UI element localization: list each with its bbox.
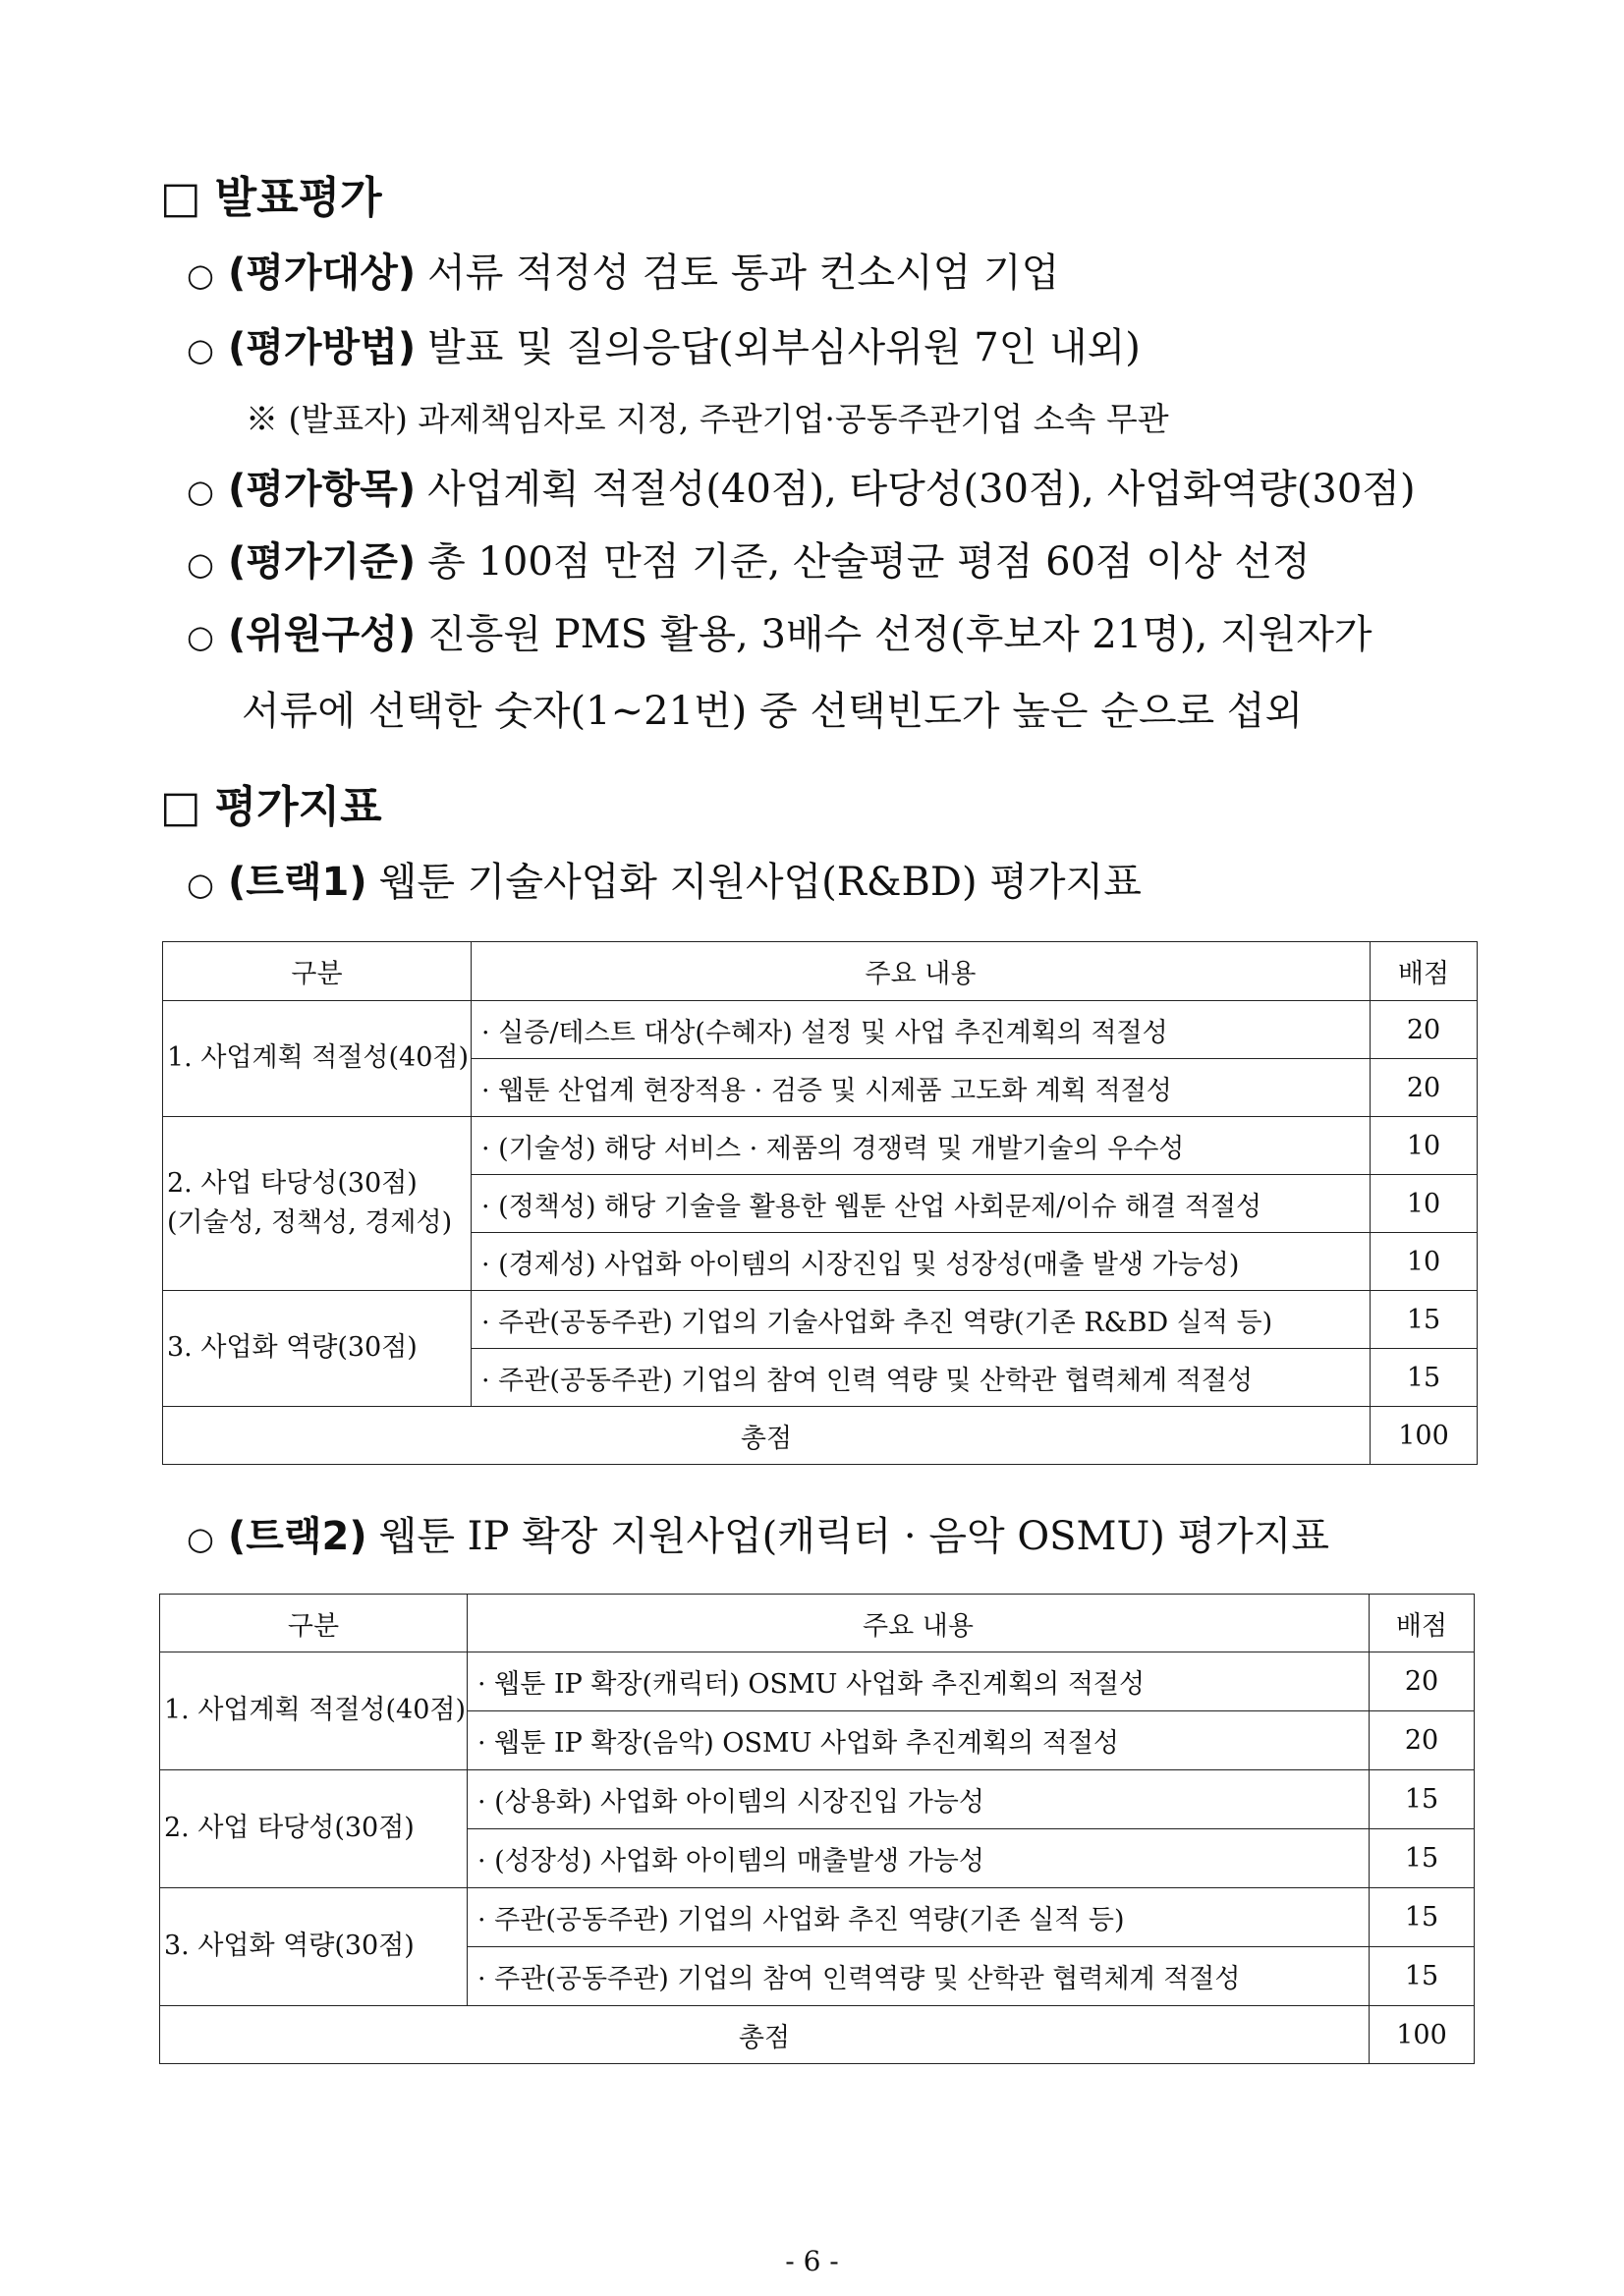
header-content: 주요 내용 <box>472 942 1371 1001</box>
row-content: · 실증/테스트 대상(수혜자) 설정 및 사업 추진계획의 적절성 <box>472 1001 1371 1059</box>
track2-eval-table <box>159 1594 1475 2064</box>
bullet-eval-method: ○ (평가방법) 발표 및 질의응답(외부심사위원 7인 내외) <box>187 325 1141 370</box>
row-content: · (경제성) 사업화 아이템의 시장진입 및 성장성(매출 발생 가능성) <box>472 1233 1371 1291</box>
track1-title: ○ (트랙1) 웹툰 기술사업화 지원사업(R&BD) 평가지표 <box>187 860 1142 905</box>
row-score: 15 <box>1370 1947 1475 2006</box>
row-content: · 주관(공동주관) 기업의 사업화 추진 역량(기존 실적 등) <box>468 1888 1370 1947</box>
section-heading-indicators: □ 평가지표 <box>160 782 382 832</box>
total-label: 총점 <box>160 2006 1370 2064</box>
circle-bullet-icon: ○ <box>187 1520 214 1557</box>
track1-eval-table <box>162 941 1478 1465</box>
row-score: 15 <box>1370 1888 1475 1947</box>
checkbox-square-icon: □ <box>160 782 201 832</box>
category-validity: 2. 사업 타당성(30점) (기술성, 정책성, 경제성) <box>163 1117 472 1291</box>
category-plan: 1. 사업계획 적절성(40점) <box>163 1001 472 1117</box>
header-score: 배점 <box>1371 942 1478 1001</box>
header-score: 배점 <box>1370 1595 1475 1652</box>
row-score: 15 <box>1370 1770 1475 1829</box>
row-content: · 주관(공동주관) 기업의 참여 인력 역량 및 산학관 협력체계 적절성 <box>472 1349 1371 1407</box>
table-row <box>160 1888 1475 1947</box>
header-category: 구분 <box>163 942 472 1001</box>
track2-title: ○ (트랙2) 웹툰 IP 확장 지원사업(캐릭터 · 음악 OSMU) 평가지표 <box>187 1514 1330 1559</box>
presenter-note: ※ (발표자) 과제책임자로 지정, 주관기업·공동주관기업 소속 무관 <box>246 400 1169 438</box>
row-score: 10 <box>1371 1117 1478 1175</box>
header-content: 주요 내용 <box>468 1595 1370 1652</box>
total-label: 총점 <box>163 1407 1371 1465</box>
circle-bullet-icon: ○ <box>187 473 214 510</box>
table-row <box>163 1001 1478 1059</box>
bullet-eval-criteria: ○ (평가기준) 총 100점 만점 기준, 산술평균 평점 60점 이상 선정 <box>187 539 1311 585</box>
table-header-row <box>163 942 1478 1001</box>
row-content: · 웹툰 산업계 현장적용 · 검증 및 시제품 고도화 계획 적절성 <box>472 1059 1371 1117</box>
checkbox-square-icon: □ <box>160 173 201 223</box>
table-header-row <box>160 1595 1475 1652</box>
table-total-row <box>160 2006 1475 2064</box>
row-score: 10 <box>1371 1233 1478 1291</box>
total-score: 100 <box>1371 1407 1478 1465</box>
row-content: · (성장성) 사업화 아이템의 매출발생 가능성 <box>468 1829 1370 1888</box>
circle-bullet-icon: ○ <box>187 618 214 655</box>
table-total-row <box>163 1407 1478 1465</box>
bullet-eval-items: ○ (평가항목) 사업계획 적절성(40점), 타당성(30점), 사업화역량(30점) <box>187 467 1416 512</box>
row-score: 15 <box>1370 1829 1475 1888</box>
table-row <box>163 1291 1478 1349</box>
circle-bullet-icon: ○ <box>187 545 214 583</box>
row-content: · (기술성) 해당 서비스 · 제품의 경쟁력 및 개발기술의 우수성 <box>472 1117 1371 1175</box>
row-content: · 주관(공동주관) 기업의 기술사업화 추진 역량(기존 R&BD 실적 등) <box>472 1291 1371 1349</box>
row-content: · 웹툰 IP 확장(캐릭터) OSMU 사업화 추진계획의 적절성 <box>468 1652 1370 1711</box>
category-capability: 3. 사업화 역량(30점) <box>160 1888 468 2006</box>
row-content: · (정책성) 해당 기술을 활용한 웹툰 산업 사회문제/이슈 해결 적절성 <box>472 1175 1371 1233</box>
page-number: - 6 - <box>785 2245 839 2277</box>
category-validity: 2. 사업 타당성(30점) <box>160 1770 468 1888</box>
row-content: · 웹툰 IP 확장(음악) OSMU 사업화 추진계획의 적절성 <box>468 1711 1370 1770</box>
row-score: 15 <box>1371 1349 1478 1407</box>
row-score: 20 <box>1370 1652 1475 1711</box>
row-score: 15 <box>1371 1291 1478 1349</box>
header-category: 구분 <box>160 1595 468 1652</box>
row-score: 20 <box>1371 1059 1478 1117</box>
table-row <box>163 1117 1478 1175</box>
table-row <box>160 1770 1475 1829</box>
table-row <box>160 1652 1475 1711</box>
section-heading-presentation: □ 발표평가 <box>160 173 382 223</box>
committee-continuation: 서류에 선택한 숫자(1~21번) 중 선택빈도가 높은 순으로 섭외 <box>242 689 1304 734</box>
row-content: · (상용화) 사업화 아이템의 시장진입 가능성 <box>468 1770 1370 1829</box>
category-capability: 3. 사업화 역량(30점) <box>163 1291 472 1407</box>
row-content: · 주관(공동주관) 기업의 참여 인력역량 및 산학관 협력체계 적절성 <box>468 1947 1370 2006</box>
bullet-committee: ○ (위원구성) 진흥원 PMS 활용, 3배수 선정(후보자 21명), 지원자가 <box>187 612 1372 657</box>
circle-bullet-icon: ○ <box>187 331 214 368</box>
bullet-eval-target: ○ (평가대상) 서류 적정성 검토 통과 컨소시엄 기업 <box>187 251 1060 296</box>
total-score: 100 <box>1370 2006 1475 2064</box>
circle-bullet-icon: ○ <box>187 256 214 294</box>
row-score: 20 <box>1370 1711 1475 1770</box>
circle-bullet-icon: ○ <box>187 866 214 903</box>
category-plan: 1. 사업계획 적절성(40점) <box>160 1652 468 1770</box>
row-score: 10 <box>1371 1175 1478 1233</box>
row-score: 20 <box>1371 1001 1478 1059</box>
